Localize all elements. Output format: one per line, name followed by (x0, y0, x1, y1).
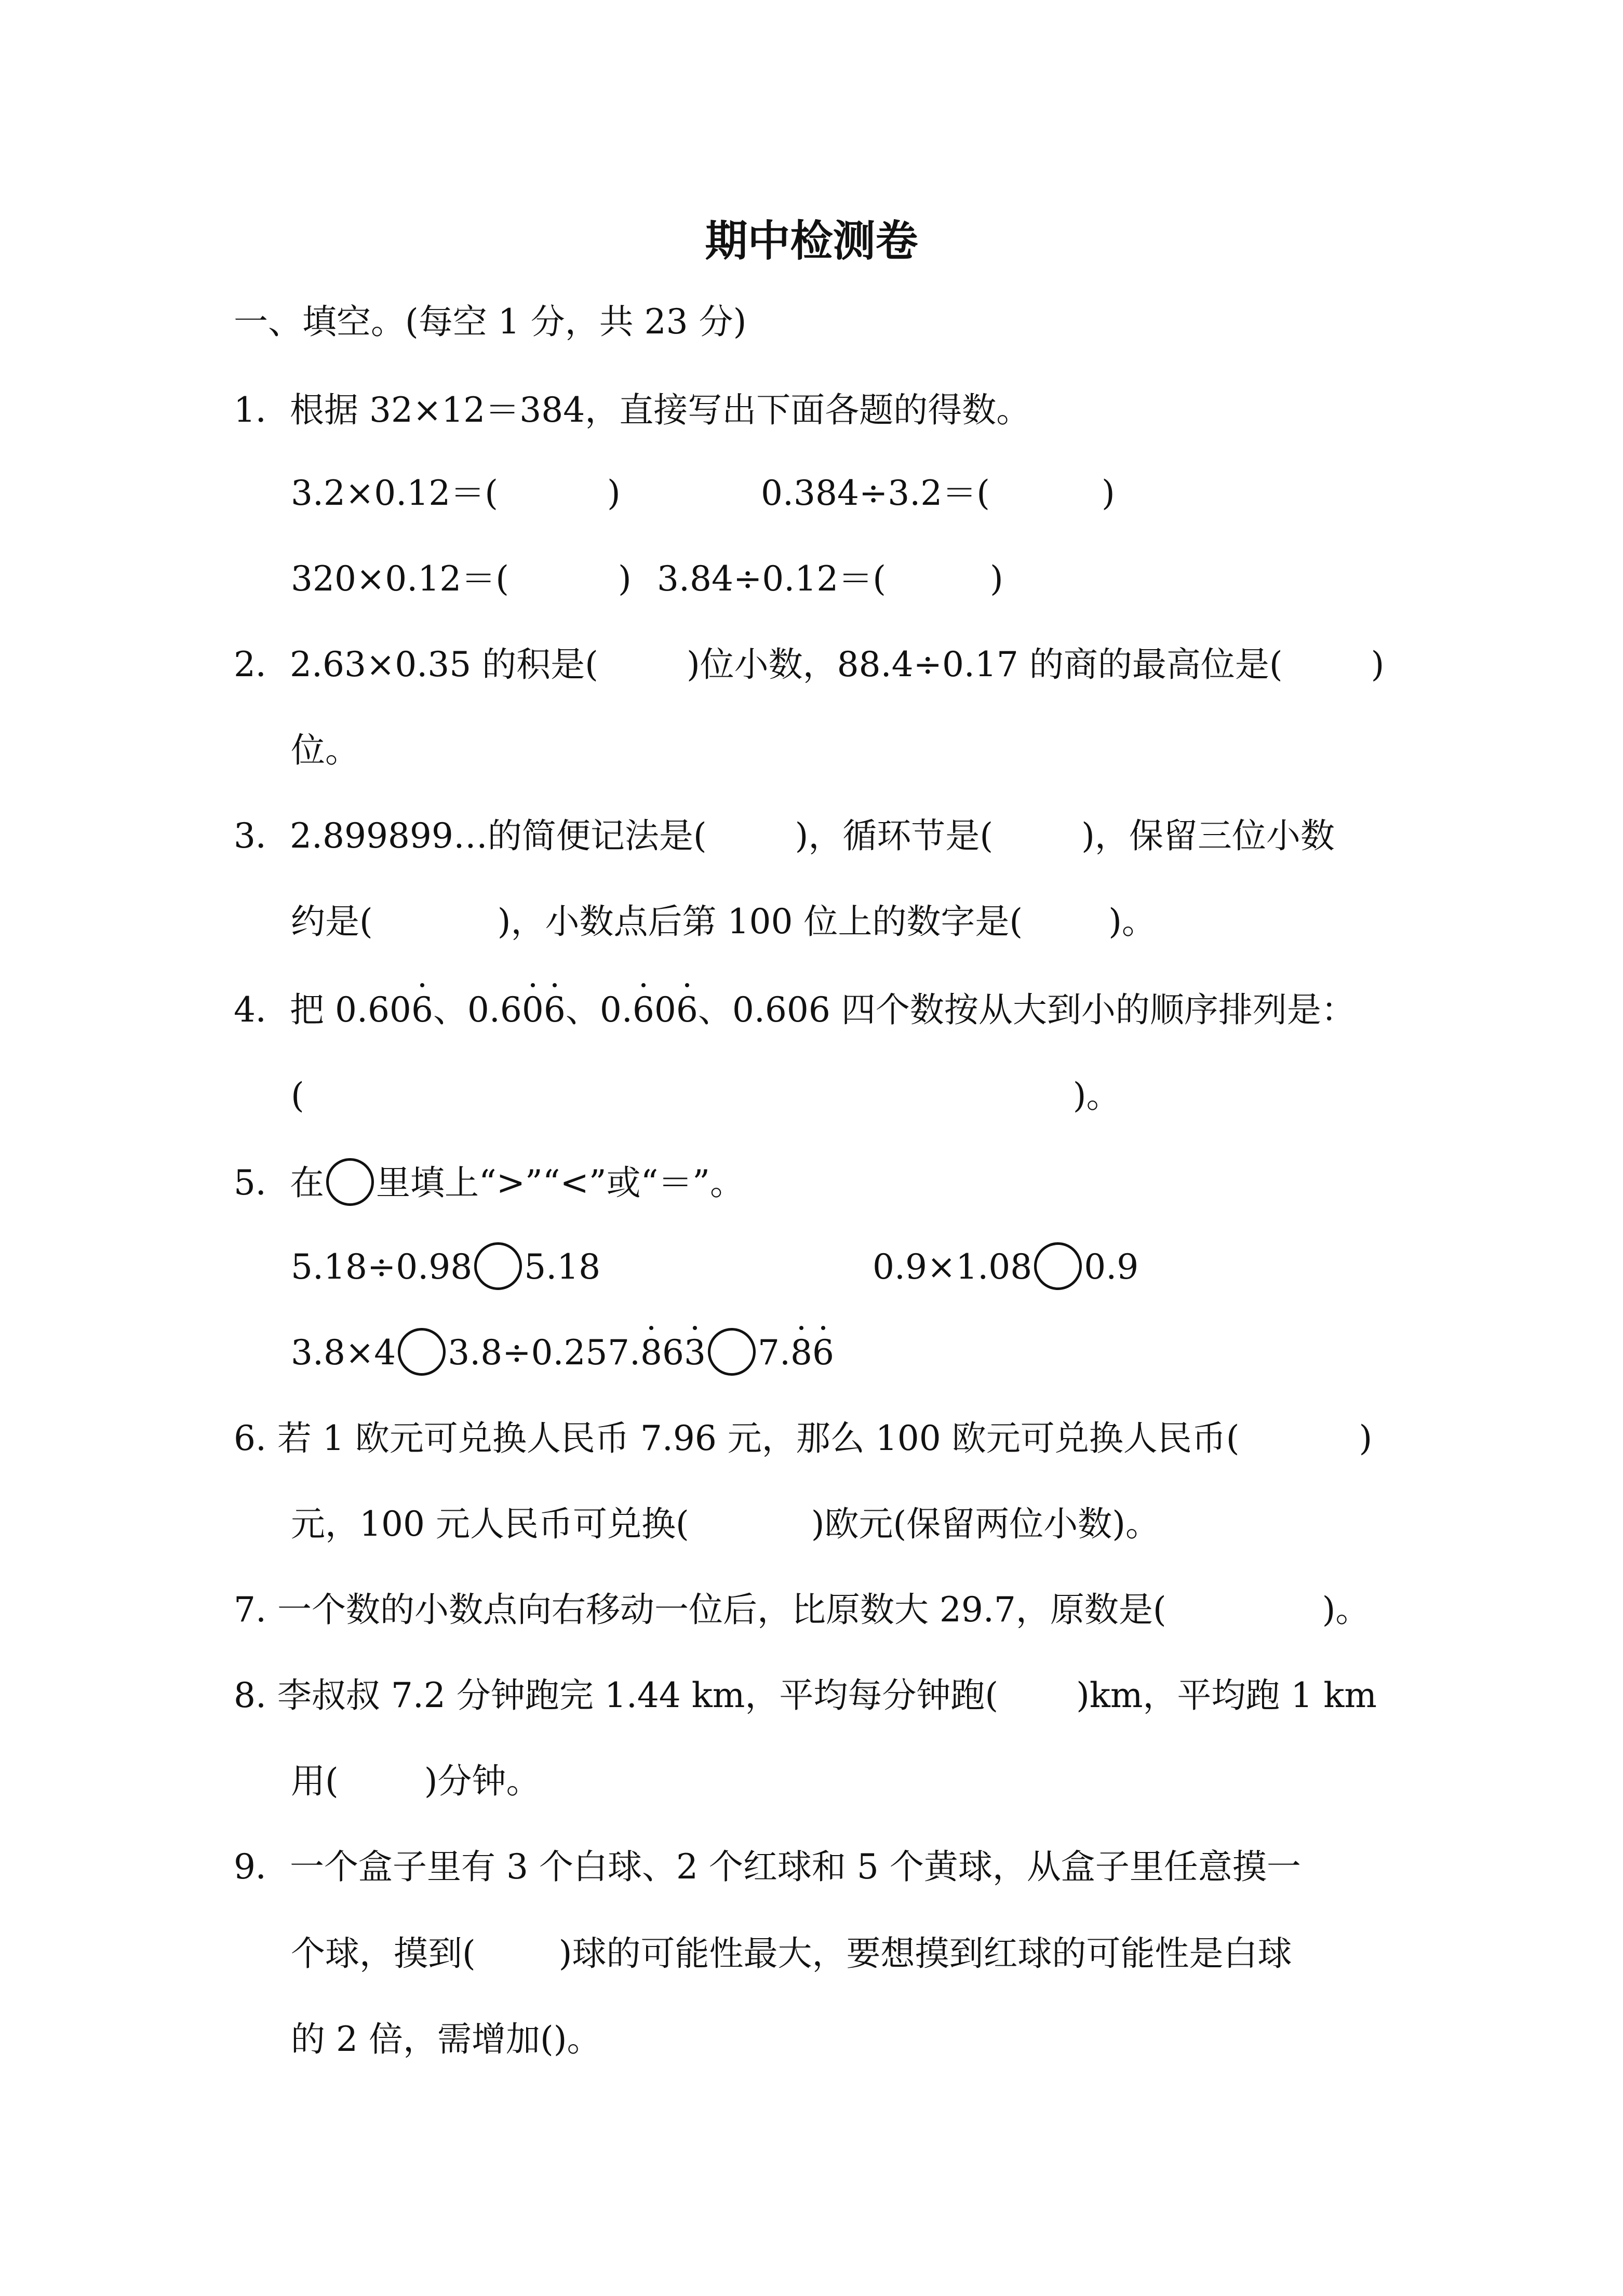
question-1-d (657, 553, 1003, 605)
question-9-line-2 (291, 1928, 1292, 1980)
q1-a-close: ) (607, 473, 621, 513)
repeating-digit: 8 (640, 1327, 662, 1379)
question-4-line-2 (291, 1070, 1121, 1122)
q5-a-right: 5.18 (524, 1247, 601, 1287)
q1-a-expr: 3.2×0.12＝( (291, 473, 498, 513)
repeating-digit: 6 (676, 984, 698, 1036)
question-5-c (291, 1327, 607, 1379)
question-7 (234, 1584, 1370, 1636)
q8-text-a: 8. 李叔叔 7.2 分钟跑完 1.44 km，平均每分钟跑( (234, 1675, 999, 1715)
question-3-line-2 (291, 896, 1156, 948)
q3-text-c: )，保留三位小数 (1081, 816, 1335, 856)
question-9-line-3: 的 2 倍，需增加()。 (291, 2019, 601, 2059)
q5-text-a: 5．在 (234, 1163, 324, 1203)
compare-circle-icon[interactable] (474, 1242, 522, 1290)
question-5-a (291, 1241, 600, 1293)
repeating-digit: 3 (684, 1327, 706, 1379)
q5-text-b: 里填上“>”“<”或“＝”。 (376, 1163, 745, 1203)
repeating-digit: 6 (812, 1327, 834, 1379)
q4-close: )。 (1072, 1076, 1121, 1116)
q6-text-b: ) (1359, 1418, 1373, 1458)
repeating-digit: 6 (633, 984, 654, 1036)
q4-text-suffix: 、0.606 四个数按从大到小的顺序排列是： (698, 990, 1356, 1030)
q4-sep-2: 、0. (565, 990, 633, 1030)
question-2-line-2: 位。 (291, 730, 359, 770)
q1-b-expr: 0.384÷3.2＝( (761, 473, 990, 513)
q8-text-c: 用( (291, 1761, 339, 1801)
repeating-digit: 6 (411, 984, 433, 1036)
q2-text-a: 2．2.63×0.35 的积是( (234, 645, 598, 684)
q5-c-right: 3.8÷0.25 (448, 1333, 608, 1373)
question-1-stem: 1．根据 32×12＝384，直接写出下面各题的得数。 (234, 390, 1031, 430)
q5-a-left: 5.18÷0.98 (291, 1247, 473, 1287)
q4-sep-1: 、0.6 (433, 990, 522, 1030)
question-6-line-2 (291, 1498, 1160, 1550)
q8-text-b: )km，平均跑 1 km (1076, 1675, 1377, 1715)
page-title: 期中检测卷 (705, 217, 918, 266)
question-3-line-1 (234, 810, 1335, 862)
section-heading: 一、填空。(每空 1 分，共 23 分) (234, 302, 747, 342)
question-1-a (291, 467, 621, 519)
q1-b-close: ) (1101, 473, 1115, 513)
question-8-line-2 (291, 1755, 541, 1807)
q2-text-c: ) (1371, 645, 1385, 684)
q1-c-close: ) (618, 559, 632, 599)
q5-b-left: 0.9×1.08 (873, 1247, 1032, 1287)
q7-text-b: )。 (1322, 1590, 1370, 1630)
q5-b-right: 0.9 (1084, 1247, 1139, 1287)
compare-circle-icon[interactable] (398, 1328, 446, 1376)
q6-text-a: 6. 若 1 欧元可兑换人民币 7.96 元，那么 100 欧元可兑换人民币( (234, 1418, 1240, 1458)
q4-open: ( (291, 1076, 304, 1116)
question-8-line-1 (234, 1670, 1377, 1722)
question-5-d (608, 1327, 834, 1379)
compare-circle-icon (326, 1158, 374, 1206)
q3-text-f: )。 (1108, 902, 1156, 942)
q1-d-expr: 3.84÷0.12＝( (657, 559, 886, 599)
compare-circle-icon[interactable] (1034, 1242, 1082, 1290)
q3-text-e: )，小数点后第 100 位上的数字是( (497, 902, 1023, 942)
compare-circle-icon[interactable] (708, 1328, 756, 1376)
question-9-line-1: 9．一个盒子里有 3 个白球、2 个红球和 5 个黄球，从盒子里任意摸一 (234, 1847, 1301, 1887)
q3-text-a: 3．2.899899…的简便记法是( (234, 816, 707, 856)
q4-text-prefix: 4．把 0.60 (234, 990, 411, 1030)
repeating-digit: 0 (522, 984, 544, 1036)
q4-digit: 0 (654, 990, 676, 1030)
question-1-c (291, 553, 632, 605)
question-5-b (873, 1241, 1138, 1293)
question-6-line-1 (234, 1413, 1372, 1465)
q6-text-d: )欧元(保留两位小数)。 (811, 1504, 1160, 1544)
q9-text-a: 个球，摸到( (291, 1934, 476, 1973)
q1-d-close: ) (989, 559, 1003, 599)
question-2-line-1 (234, 639, 1384, 691)
q1-c-expr: 320×0.12＝( (291, 559, 509, 599)
q9-text-b: )球的可能性最大，要想摸到红球的可能性是白球 (558, 1934, 1292, 1973)
q5-c-left: 3.8×4 (291, 1333, 396, 1373)
repeating-digit: 6 (544, 984, 566, 1036)
q3-text-b: )，循环节是( (795, 816, 994, 856)
q7-text-a: 7. 一个数的小数点向右移动一位后，比原数大 29.7，原数是( (234, 1590, 1166, 1630)
q6-text-c: 元，100 元人民币可兑换( (291, 1504, 689, 1544)
q5-d-right-int: 7. (757, 1333, 790, 1373)
question-1-b (761, 467, 1115, 519)
repeating-digit: 8 (790, 1327, 812, 1379)
question-4-line-1 (234, 984, 1356, 1036)
q8-text-d: )分钟。 (424, 1761, 541, 1801)
q3-text-d: 约是( (291, 902, 373, 942)
q5-digit: 6 (662, 1333, 684, 1373)
q2-text-b: )位小数，88.4÷0.17 的商的最高位是( (686, 645, 1283, 684)
question-5-stem (234, 1157, 744, 1209)
q5-d-left-int: 7. (608, 1333, 640, 1373)
